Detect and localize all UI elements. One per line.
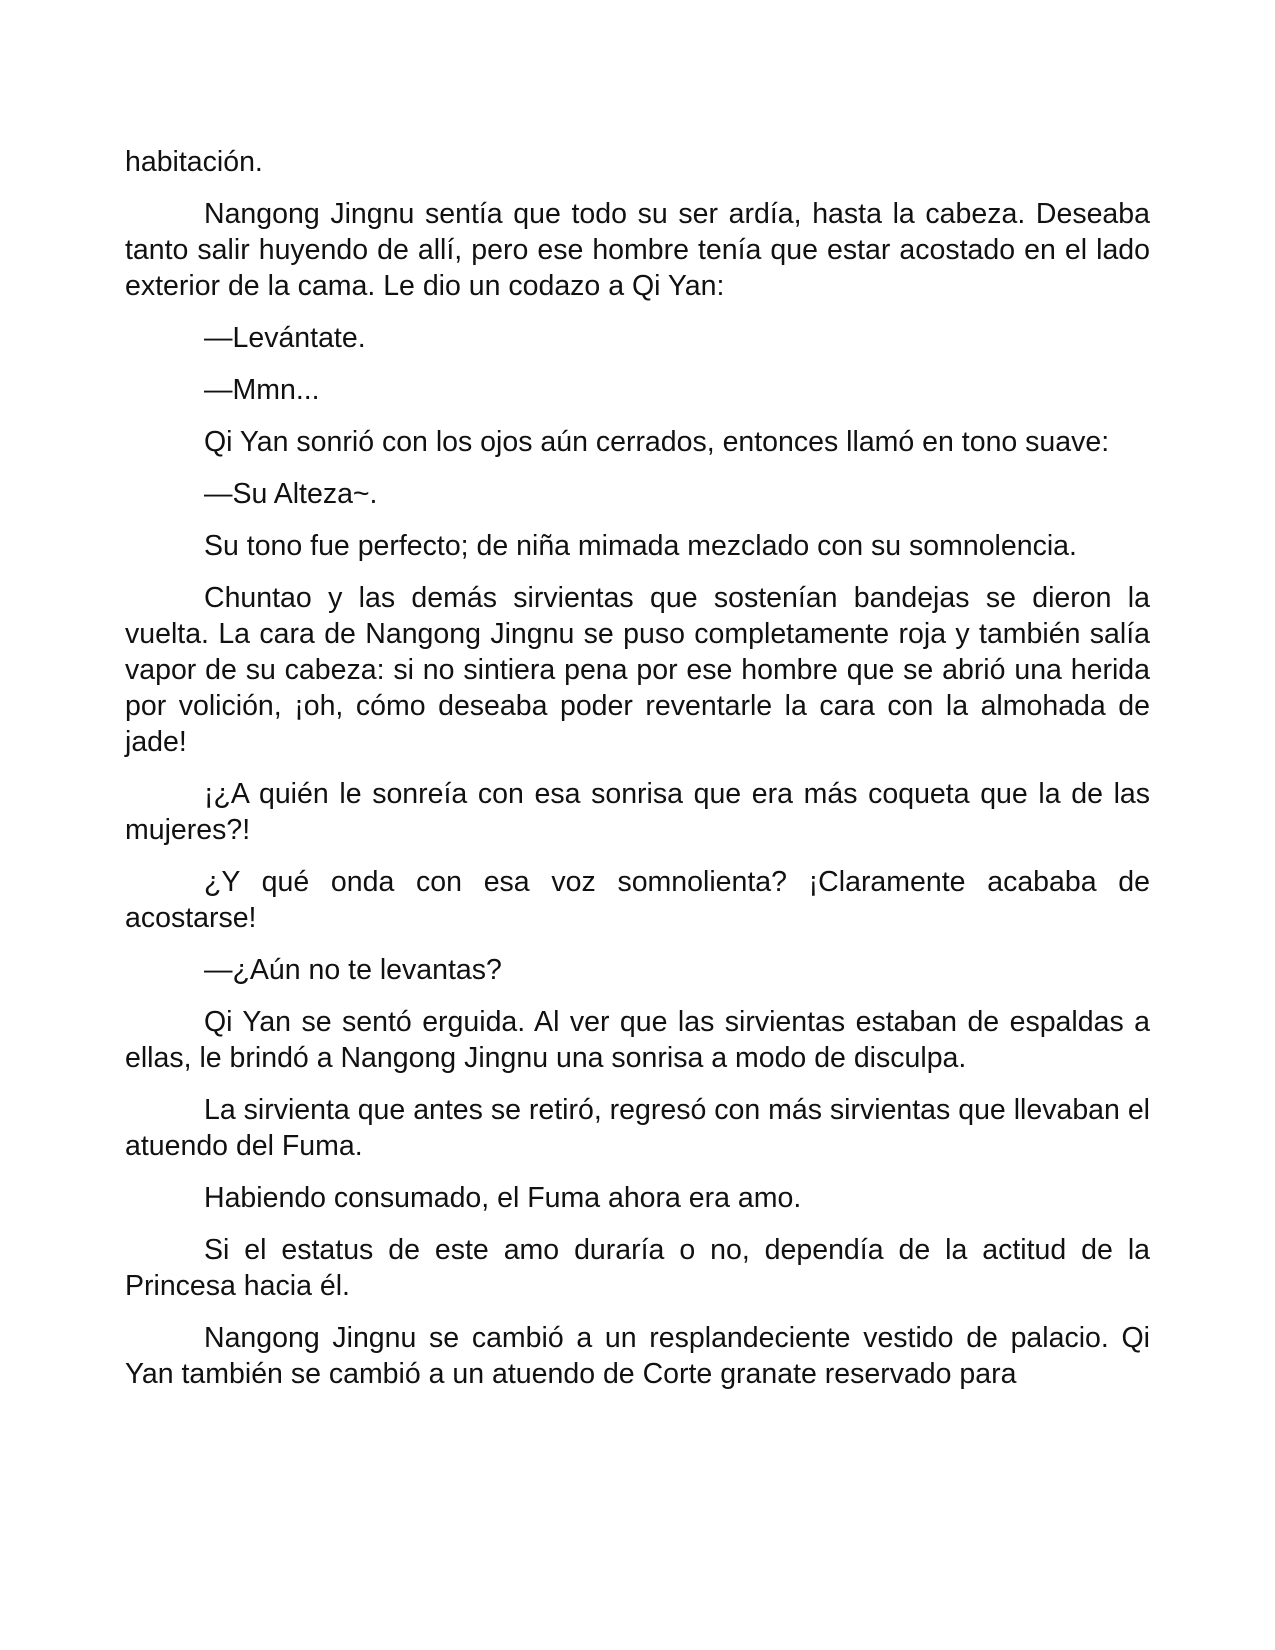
paragraph: ¿Y qué onda con esa voz somnolienta? ¡Claramente acababa de acostarse! — [125, 866, 1150, 934]
paragraph: Qi Yan se sentó erguida. Al ver que las sirvientas estaban de espaldas a ellas, le brindó a Nangong Jingnu una sonrisa a modo de disculpa. — [125, 1006, 1150, 1074]
paragraph: Si el estatus de este amo duraría o no, dependía de la actitud de la Princesa hacia él. — [125, 1234, 1150, 1302]
paragraph: Nangong Jingnu sentía que todo su ser ardía, hasta la cabeza. Deseaba tanto salir huyendo de allí, pero ese hombre tenía que estar acostado en el lado exterior de la cama. Le dio un codazo a Qi Yan: — [125, 198, 1150, 302]
text-body — [125, 144, 1150, 1408]
dialogue-line: —Mmn... — [204, 374, 320, 406]
dialogue-line: —Levántate. — [204, 322, 366, 354]
paragraph: habitación. — [125, 146, 263, 178]
paragraph: Qi Yan sonrió con los ojos aún cerrados, entonces llamó en tono suave: — [204, 426, 1110, 458]
dialogue-line: —Su Alteza~. — [204, 478, 378, 510]
paragraph: Chuntao y las demás sirvientas que sostenían bandejas se dieron la vuelta. La cara de Nangong Jingnu se puso completamente roja y también salía vapor de su cabeza: si no sintiera pena por ese hombre que se abrió una herida por volición, ¡oh, cómo deseaba poder reventarle la cara con la almohada de jade! — [125, 582, 1150, 758]
dialogue-line: —¿Aún no te levantas? — [204, 954, 502, 986]
paragraph: Su tono fue perfecto; de niña mimada mezclado con su somnolencia. — [204, 530, 1077, 562]
paragraph: La sirvienta que antes se retiró, regresó con más sirvientas que llevaban el atuendo del Fuma. — [125, 1094, 1150, 1162]
paragraph: Habiendo consumado, el Fuma ahora era amo. — [204, 1182, 802, 1214]
paragraph: ¡¿A quién le sonreía con esa sonrisa que era más coqueta que la de las mujeres?! — [125, 778, 1150, 846]
paragraph: Nangong Jingnu se cambió a un resplandeciente vestido de palacio. Qi Yan también se cambió a un atuendo de Corte granate reservado para — [125, 1322, 1150, 1390]
